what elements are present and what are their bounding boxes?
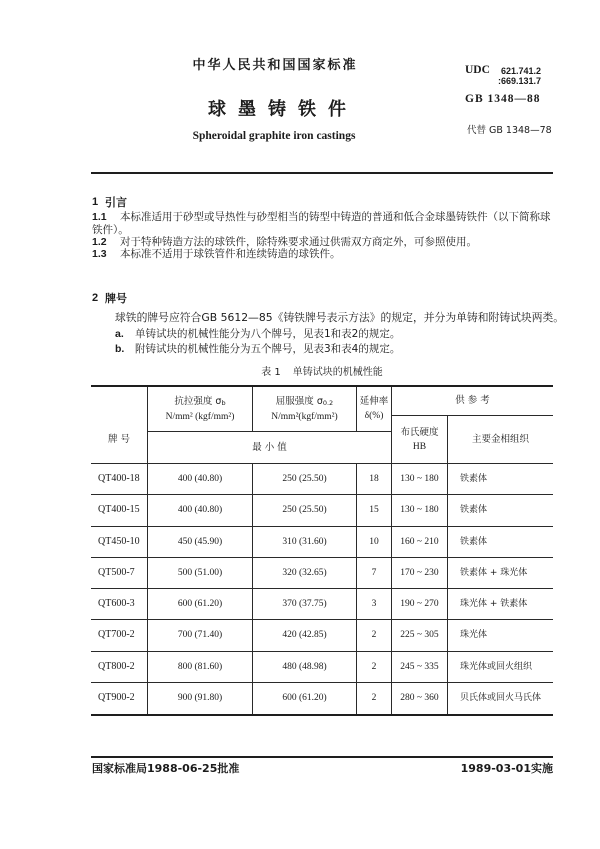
cell-yield: 250 (25.50) xyxy=(253,495,357,526)
cell-hardness: 245 ~ 335 xyxy=(392,652,448,683)
cell-tensile: 700 (71.40) xyxy=(148,620,253,651)
udc-label: UDC xyxy=(465,64,490,76)
cell-elongation: 3 xyxy=(357,589,392,620)
cell-yield: 250 (25.50) xyxy=(253,464,357,495)
section-2-number: 2 xyxy=(92,292,99,304)
cell-tensile: 450 (45.90) xyxy=(148,527,253,558)
cell-hardness: 225 ~ 305 xyxy=(392,620,448,651)
cell-tensile: 600 (61.20) xyxy=(148,589,253,620)
cell-microstructure: 珠光体 + 铁素体 xyxy=(448,589,553,620)
header-minimum-value xyxy=(148,432,392,464)
cell-microstructure: 铁素体 + 珠光体 xyxy=(448,558,553,589)
cell-elongation: 2 xyxy=(357,683,392,714)
cell-microstructure: 铁素体 xyxy=(448,495,553,526)
cell-tensile: 400 (40.80) xyxy=(148,464,253,495)
item-b-text: 附铸试块的机械性能分为五个牌号，见表3和表4的规定。 xyxy=(135,343,401,355)
cell-yield: 480 (48.98) xyxy=(253,652,357,683)
cell-microstructure: 珠光体或回火组织 xyxy=(448,652,553,683)
header-elongation xyxy=(357,387,392,432)
header-grade xyxy=(91,387,148,464)
standard-number: GB 1348—88 xyxy=(465,93,541,105)
clause-1-1-text: 本标准适用于砂型或导热性与砂型相当的铸型中铸造的普通和低合金球墨铸铁件（以下简称球 xyxy=(120,211,551,223)
cell-microstructure: 铁素体 xyxy=(448,464,553,495)
cell-elongation: 10 xyxy=(357,527,392,558)
header-reference xyxy=(392,387,553,416)
cell-hardness: 280 ~ 360 xyxy=(392,683,448,714)
cell-elongation: 15 xyxy=(357,495,392,526)
cell-grade: QT450-10 xyxy=(91,527,148,558)
approval-date: 国家标准局1988-06-25批准 xyxy=(92,762,240,775)
header-tensile-label: 抗拉强度 $\sigma_b$ xyxy=(174,395,226,407)
section-2-intro: 球铁的牌号应符合GB 5612—85《铸铁牌号表示方法》的规定，并分为单铸和附铸试块两类。 xyxy=(115,311,565,324)
issuing-authority: 中华人民共和国国家标准 xyxy=(192,58,358,73)
cell-grade: QT900-2 xyxy=(91,683,148,714)
clause-1-2-text: 对于特种铸造方法的球铁件，除特殊要求通过供需双方商定外，可参照使用。 xyxy=(120,236,477,248)
header-reference-label: 供 参 考 xyxy=(455,395,490,406)
cell-grade: QT400-15 xyxy=(91,495,148,526)
udc-code-line1: 621.741.2 xyxy=(500,66,541,76)
cell-elongation: 2 xyxy=(357,652,392,683)
header-minimum-label: 最 小 值 xyxy=(252,441,287,453)
cell-yield: 310 (31.60) xyxy=(253,527,357,558)
section-2-title: 牌号 xyxy=(105,292,127,305)
cell-grade: QT500-7 xyxy=(91,558,148,589)
item-a-marker: a. xyxy=(115,328,124,340)
cell-hardness: 170 ~ 230 xyxy=(392,558,448,589)
item-b-marker: b. xyxy=(115,343,125,355)
cell-hardness: 160 ~ 210 xyxy=(392,527,448,558)
header-hardness-unit: HB xyxy=(412,441,427,452)
cell-yield: 600 (61.20) xyxy=(253,683,357,714)
document-title-cn: 球墨铸铁件 xyxy=(208,99,358,120)
cell-elongation: 2 xyxy=(357,620,392,651)
replaces-standard: 代替 GB 1348—78 xyxy=(467,125,552,136)
section-1-title: 引言 xyxy=(105,196,127,209)
header-grade-label: 牌 号 xyxy=(107,434,131,445)
section-1-number: 1 xyxy=(92,196,99,208)
cell-yield: 320 (32.65) xyxy=(253,558,357,589)
header-elongation-unit: δ(%) xyxy=(364,411,384,421)
cell-yield: 370 (37.75) xyxy=(253,589,357,620)
table-caption xyxy=(222,368,422,378)
cell-microstructure: 铁素体 xyxy=(448,527,553,558)
cell-hardness: 130 ~ 180 xyxy=(392,464,448,495)
table-caption-number: 表 1 xyxy=(261,367,281,378)
cell-tensile: 400 (40.80) xyxy=(148,495,253,526)
cell-grade: QT400-18 xyxy=(91,464,148,495)
cell-hardness: 190 ~ 270 xyxy=(392,589,448,620)
clause-1-1-text-continued: 铁件）。 xyxy=(92,224,129,236)
cell-yield: 420 (42.85) xyxy=(253,620,357,651)
cell-microstructure: 珠光体 xyxy=(448,620,553,651)
item-a-text: 单铸试块的机械性能分为八个牌号，见表1和表2的规定。 xyxy=(135,328,401,340)
header-yield-unit: N/mm²(kgf/mm²) xyxy=(271,411,338,422)
header-yield-strength xyxy=(253,387,357,432)
header-yield-label: 屈服强度 $\sigma_{0.2}$ xyxy=(275,395,334,407)
cell-elongation: 18 xyxy=(357,464,392,495)
cell-elongation: 7 xyxy=(357,558,392,589)
cell-microstructure: 贝氏体或回火马氏体 xyxy=(460,693,542,704)
header-hardness xyxy=(392,416,448,464)
clause-1-2-number: 1.2 xyxy=(92,236,107,248)
table-caption-title: 单铸试块的机械性能 xyxy=(292,367,383,378)
effective-date: 1989-03-01实施 xyxy=(460,762,553,775)
cell-tensile: 900 (91.80) xyxy=(148,683,253,714)
header-microstructure-label: 主要金相组织 xyxy=(471,433,529,445)
footer-divider xyxy=(91,756,553,758)
header-microstructure xyxy=(448,416,553,464)
udc-code-line2: :669.131.7 xyxy=(497,76,541,86)
clause-1-3-text: 本标准不适用于球铁管件和连续铸造的球铁件。 xyxy=(120,248,341,260)
header-elongation-label: 延伸率 xyxy=(359,396,389,407)
mechanical-properties-table xyxy=(91,385,553,716)
header-tensile-strength xyxy=(148,387,253,432)
header-divider xyxy=(91,172,553,174)
header-tensile-unit: N/mm² (kgf/mm²) xyxy=(165,411,235,422)
cell-grade: QT700-2 xyxy=(91,620,148,651)
cell-tensile: 500 (51.00) xyxy=(148,558,253,589)
clause-1-1-number: 1.1 xyxy=(92,211,107,223)
header-hardness-label: 布氏硬度 xyxy=(400,426,439,438)
cell-hardness: 130 ~ 180 xyxy=(392,495,448,526)
document-title-en: Spheroidal graphite iron castings xyxy=(192,130,356,142)
cell-grade: QT800-2 xyxy=(91,652,148,683)
cell-grade: QT600-3 xyxy=(91,589,148,620)
clause-1-3-number: 1.3 xyxy=(92,248,107,260)
cell-tensile: 800 (81.60) xyxy=(148,652,253,683)
